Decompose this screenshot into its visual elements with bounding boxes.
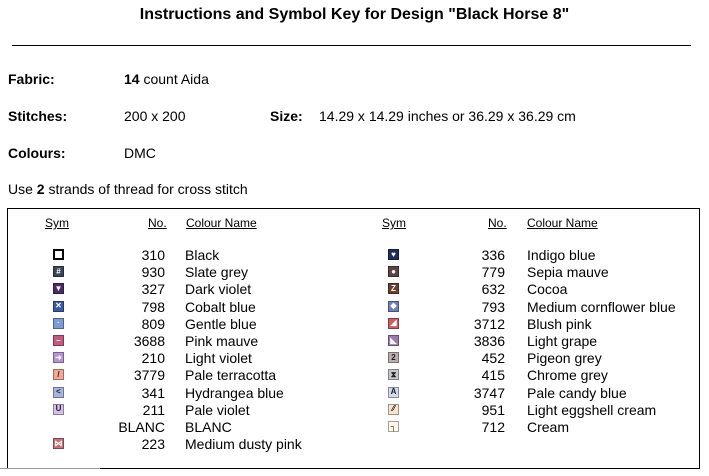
key-row: [8, 384, 627, 402]
key-row: [8, 436, 348, 453]
hash-icon: #: [53, 266, 64, 277]
colour-name: Indigo blue: [527, 247, 596, 263]
key-row: [8, 264, 609, 281]
colour-number: 793: [481, 298, 505, 315]
colour-number: 327: [141, 281, 165, 298]
triangle-down-icon: ▼: [54, 283, 63, 293]
colour-number: 809: [141, 315, 165, 332]
corner-icon: ┐: [388, 421, 399, 432]
header-sym-left: Sym: [45, 216, 69, 230]
colour-number: 632: [481, 281, 505, 298]
colour-name: Cream: [527, 419, 570, 435]
instruction-pre: Use: [8, 181, 33, 197]
instruction-strands: 2: [36, 181, 45, 197]
colour-name: Pale candy blue: [527, 384, 627, 401]
colour-number: BLANC: [118, 419, 165, 435]
colour-number: 415: [481, 367, 505, 384]
colour-number: 3688: [133, 333, 165, 349]
u-shape-icon: U: [53, 404, 64, 415]
colour-name: Gentle blue: [185, 315, 257, 332]
header-no-right: No.: [488, 216, 507, 230]
key-row: [8, 247, 596, 264]
colour-number: 223: [141, 436, 165, 453]
colour-number: 452: [481, 350, 505, 367]
fabric-label: Fabric:: [8, 71, 55, 87]
key-row: [8, 315, 592, 333]
colour-name: Sepia mauve: [527, 264, 609, 281]
colour-name: Pale violet: [185, 401, 250, 418]
colour-number: 3779: [133, 367, 165, 384]
corner-triangle-left-icon: ◣: [388, 335, 399, 346]
header-sym-right: Sym: [382, 216, 406, 230]
z-letter-icon: Z: [388, 283, 399, 294]
colour-name: Hydrangea blue: [185, 384, 284, 401]
colour-name: Blush pink: [527, 315, 592, 332]
colour-name: Cocoa: [527, 281, 568, 298]
colour-name: Black: [185, 247, 220, 263]
colour-number: 798: [141, 298, 165, 315]
key-row: [8, 419, 570, 436]
header-name-left: Colour Name: [186, 216, 257, 230]
size-value: 14.29 x 14.29 inches or 36.29 x 36.29 cm: [319, 108, 576, 124]
two-icon: 2: [388, 352, 399, 363]
colour-name: Pink mauve: [185, 333, 259, 349]
dash-icon: –: [53, 335, 64, 346]
heart-icon: ♥: [388, 249, 399, 260]
dot-icon: ·: [53, 318, 64, 329]
colour-name: Chrome grey: [527, 367, 608, 384]
slash-icon: /: [53, 369, 64, 380]
chevron-left-icon: <: [53, 387, 64, 398]
colour-number: 336: [481, 247, 505, 263]
corner-triangle-icon: ◢: [388, 318, 399, 329]
arrow-right-icon: ➜: [53, 352, 64, 363]
colour-name: Light grape: [527, 333, 598, 349]
symbol-key-table: [7, 208, 700, 469]
key-row: [8, 401, 657, 419]
colour-name: BLANC: [185, 419, 232, 435]
fabric-value: [124, 71, 209, 87]
colour-number: 341: [141, 384, 165, 401]
a-letter-icon: A: [388, 387, 399, 398]
fabric-count: 14: [124, 71, 140, 87]
fabric-type: count Aida: [143, 71, 209, 87]
colour-name: Cobalt blue: [185, 298, 256, 315]
colour-number: 3712: [473, 315, 505, 332]
stitches-value: 200 x 200: [124, 108, 186, 124]
colour-number: 210: [141, 350, 165, 367]
colours-value: DMC: [124, 145, 156, 161]
colours-label: Colours:: [8, 145, 66, 161]
colour-number: 951: [481, 401, 505, 418]
colour-name: Pigeon grey: [527, 350, 602, 367]
header-name-right: Colour Name: [527, 216, 598, 230]
colour-name: Light violet: [185, 350, 252, 367]
colour-name: Slate grey: [185, 264, 249, 281]
colour-number: 712: [481, 419, 505, 435]
bowtie-icon: ⋈: [54, 438, 63, 448]
bottom-rule: [0, 468, 100, 469]
key-row: [8, 281, 568, 298]
colour-number: 930: [141, 264, 165, 281]
cross-icon: ✕: [53, 301, 64, 312]
colour-name: Light eggshell cream: [527, 401, 657, 418]
size-label: Size:: [270, 108, 303, 124]
page-title: Instructions and Symbol Key for Design "Black Horse 8": [139, 6, 570, 23]
double-slash-icon: ⁄⁄: [388, 404, 399, 415]
key-row: [8, 350, 602, 367]
header-no-left: No.: [148, 216, 167, 230]
instruction-text: [8, 181, 248, 197]
title-rule: [12, 45, 691, 46]
key-row: [8, 333, 598, 350]
colour-number: 779: [481, 264, 505, 281]
colour-name: Medium dusty pink: [185, 436, 302, 453]
colour-name: Medium cornflower blue: [527, 298, 676, 315]
colour-number: 3836: [473, 333, 505, 349]
colour-number: 310: [141, 247, 165, 263]
key-row: [8, 298, 676, 316]
colour-name: Pale terracotta: [185, 367, 277, 384]
key-row: [8, 367, 608, 384]
hourglass-icon: ⧗: [388, 369, 399, 380]
circle-icon: ●: [388, 266, 399, 277]
colour-number: 211: [142, 401, 165, 418]
colour-name: Dark violet: [185, 281, 252, 298]
colour-number: 3747: [473, 384, 505, 401]
diamond-icon: ◆: [388, 301, 399, 312]
stitches-label: Stitches:: [8, 108, 68, 124]
instruction-post: strands of thread for cross stitch: [48, 181, 248, 197]
